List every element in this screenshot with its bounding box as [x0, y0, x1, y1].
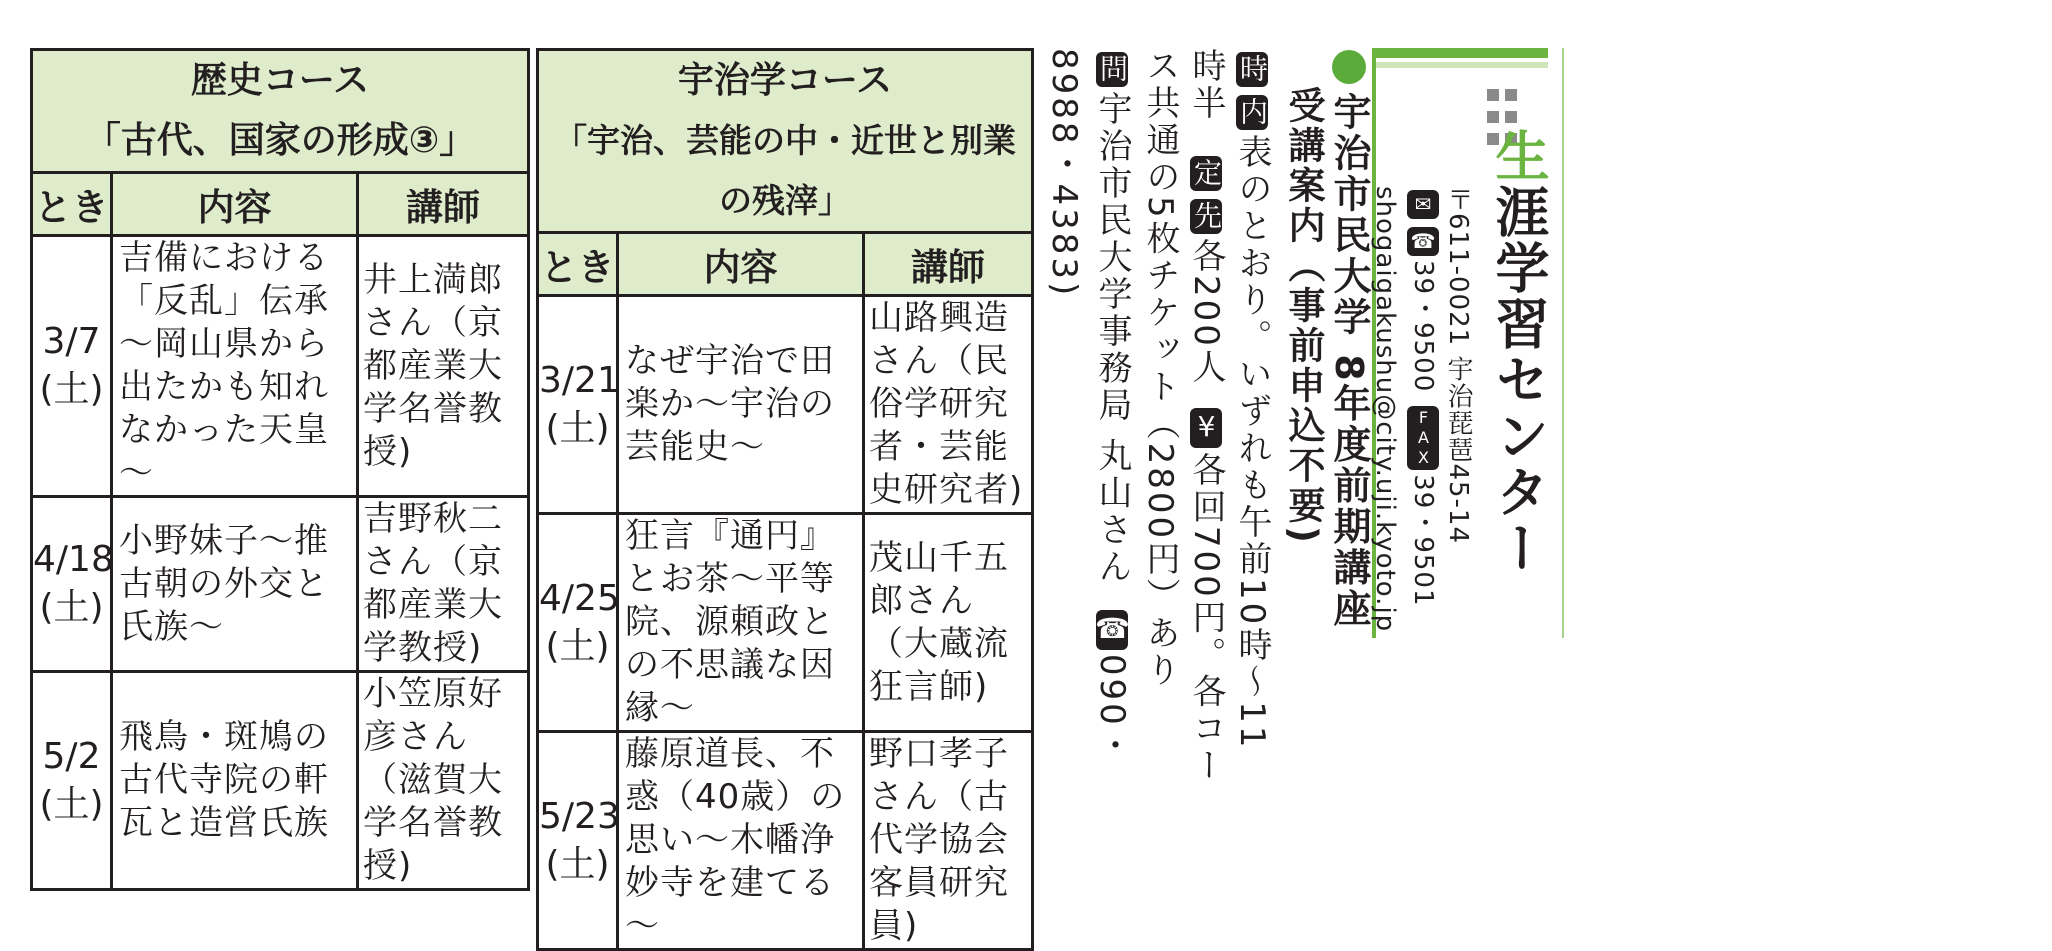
center-contact: ✉☎39・9500FAX39・9501 [1408, 192, 1438, 607]
content-label-icon: 内 [1236, 97, 1269, 128]
row-lecturer: 野口孝子さん（古代学協会客員研究員) [864, 732, 1033, 950]
table-row [538, 296, 1033, 514]
row-date: 5/2 (土) [32, 672, 112, 890]
center-address: 〒611-0021 宇治琵琶45-14 [1443, 186, 1473, 544]
row-content: 吉備における「反乱」伝承～岡山県から出たかも知れなかった天皇～ [112, 236, 358, 497]
header-date: とき [538, 233, 618, 296]
course-theme: 「古代、国家の形成③」 [84, 120, 476, 161]
article-subheading: 受講案内（事前申込不要) [1282, 86, 1325, 546]
table-row [538, 514, 1033, 732]
row-lecturer: 山路興造さん（民俗学研究者・芸能史研究者) [864, 296, 1033, 514]
center-title: 生涯学習センター [1487, 128, 1550, 576]
inquiry-line: 問宇治市民大学事務局 丸山さん☎090・ [1092, 54, 1132, 765]
row-content: 狂言『通円』とお茶～平等院、源頼政との不思議な因縁～ [618, 514, 864, 732]
table-row [32, 497, 529, 672]
row-date: 5/23 (土) [538, 732, 618, 950]
header-content: 内容 [618, 233, 864, 296]
time-line-cont: 時半定先各200人¥各回700円。各コー [1186, 48, 1226, 785]
phone-line-cont: 8988・4383) [1044, 48, 1084, 299]
article-heading: 宇治市民大学 8年度前期講座 [1322, 50, 1377, 630]
history-course-table [30, 48, 530, 891]
table-row [538, 732, 1033, 950]
phone-icon: ☎ [1407, 227, 1439, 256]
course-name: 歴史コース [190, 60, 370, 101]
phone-icon: ☎ [1096, 611, 1129, 648]
header-lecturer: 講師 [864, 233, 1033, 296]
row-lecturer: 吉野秋二さん（京都産業大学教授) [358, 497, 529, 672]
row-lecturer: 茂山千五郎さん（大蔵流狂言師) [864, 514, 1033, 732]
table-row [32, 236, 529, 497]
row-date: 3/21 (土) [538, 296, 618, 514]
uji-course-table [536, 48, 1034, 951]
row-date: 4/18 (土) [32, 497, 112, 672]
row-content: 藤原道長、不惑（40歳）の思い～木幡浄妙寺を建てる～ [618, 732, 864, 950]
inquiry-label-icon: 問 [1096, 54, 1129, 85]
time-line: 時内表のとおり。いずれも午前10時～11 [1232, 54, 1272, 751]
course-name: 宇治学コース [677, 60, 893, 101]
mail-icon: ✉ [1407, 190, 1439, 219]
row-lecturer: 小笠原好彦さん（滋賀大学名誉教授) [358, 672, 529, 890]
fee-line-cont: ス共通の5枚チケット（2800円）あり [1140, 48, 1180, 690]
header-lecturer: 講師 [358, 173, 529, 236]
table-row [32, 672, 529, 890]
fax-label: FAX [1407, 406, 1439, 470]
row-date: 3/7 (土) [32, 236, 112, 497]
center-email: shogaigakushu@city.uji.kyoto.jp [1370, 186, 1400, 633]
header-content: 内容 [112, 173, 358, 236]
capacity-label-icon: 定 [1190, 158, 1223, 189]
bullet-dot-icon [1332, 50, 1366, 84]
table-title [32, 50, 529, 173]
row-content: 小野妹子～推古朝の外交と氏族～ [112, 497, 358, 672]
row-content: なぜ宇治で田楽か～宇治の芸能史～ [618, 296, 864, 514]
table-title [538, 50, 1033, 233]
time-label-icon: 時 [1236, 54, 1269, 85]
row-content: 飛鳥・斑鳩の古代寺院の軒瓦と造営氏族 [112, 672, 358, 890]
header-date: とき [32, 173, 112, 236]
edge-rule [1562, 48, 1564, 638]
row-lecturer: 井上満郎さん（京都産業大学名誉教授) [358, 236, 529, 497]
fee-icon: ¥ [1190, 409, 1223, 446]
first-come-label-icon: 先 [1190, 201, 1223, 232]
row-date: 4/25 (土) [538, 514, 618, 732]
course-theme: 「宇治、芸能の中・近世と別業の残滓」 [554, 121, 1016, 220]
